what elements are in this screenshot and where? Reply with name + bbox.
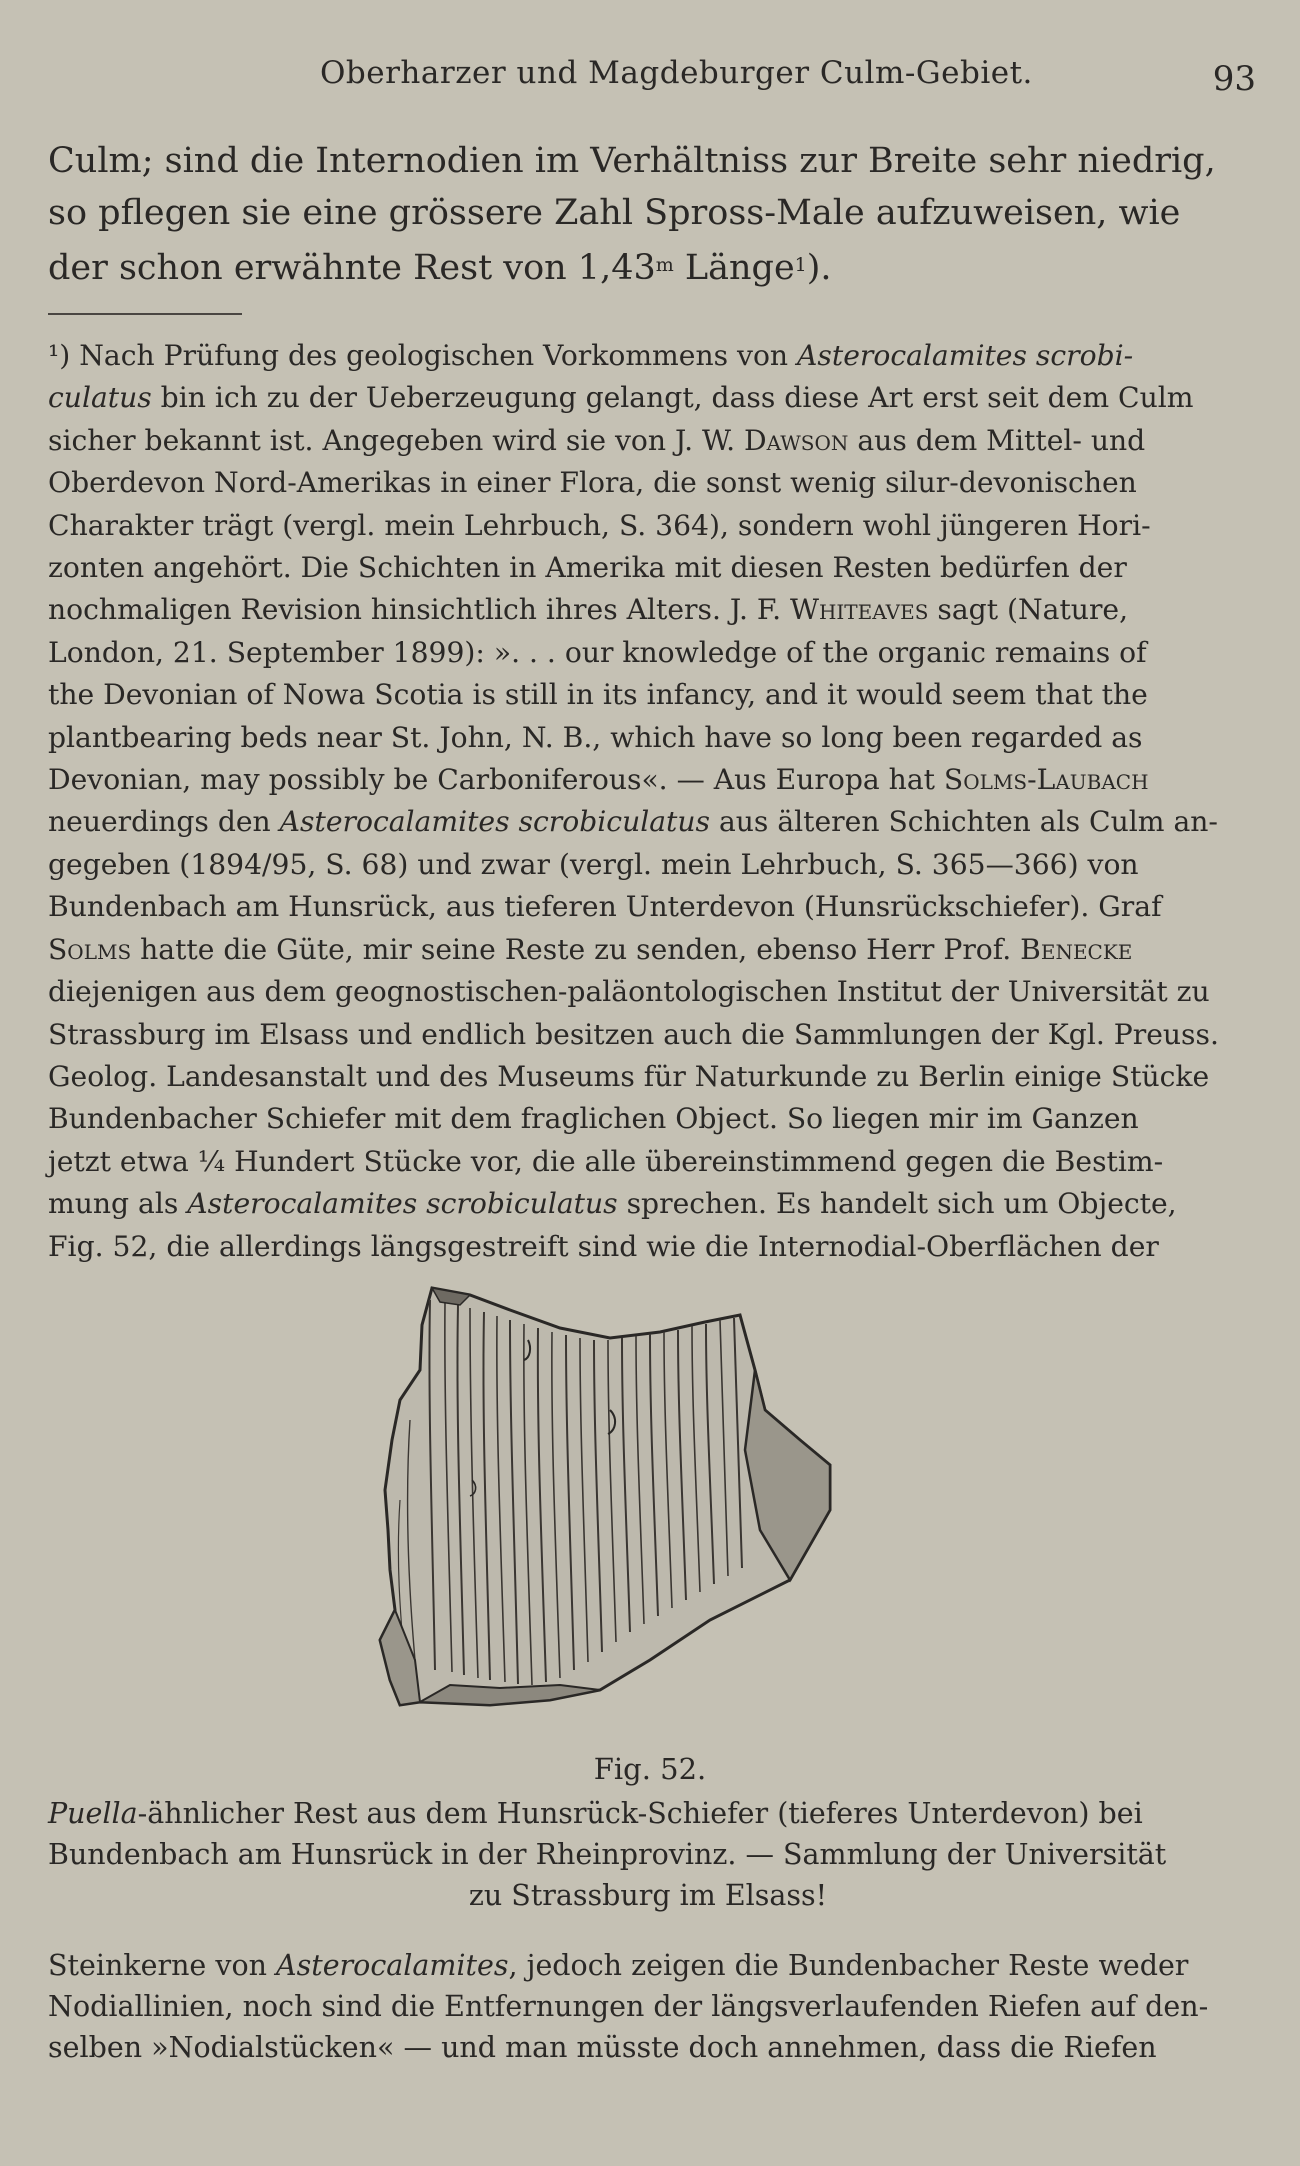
figure-label: Fig. 52. xyxy=(593,1752,707,1786)
footnote-line: Devonian, may possibly be Carboniferous«. — Aus Europa hat Solms-Laubach xyxy=(48,763,1149,797)
caption-line: Puella-ähnlicher Rest aus dem Hunsrück-Schiefer (tieferes Unterdevon) bei xyxy=(48,1797,1143,1830)
running-title: Oberharzer und Magdeburger Culm-Gebiet. xyxy=(320,55,1033,91)
footnote-line: Fig. 52, die allerdings längsgestreift sind wie die Internodial-Oberflächen der xyxy=(48,1229,1159,1263)
footnote-line: Bundenbach am Hunsrück, aus tieferen Unterdevon (Hunsrückschiefer). Graf xyxy=(48,890,1162,924)
footnote-line: Geolog. Landesanstalt und des Museums für Naturkunde zu Berlin einige Stücke xyxy=(48,1059,1210,1093)
footnote-line: Bundenbacher Schiefer mit dem fraglichen Object. So liegen mir im Ganzen xyxy=(48,1102,1139,1136)
footnote-divider xyxy=(48,313,242,315)
footnote-line: diejenigen aus dem geognostischen-paläontologischen Institut der Universität zu xyxy=(48,975,1210,1009)
caption-line: Bundenbach am Hunsrück in der Rheinprovinz. — Sammlung der Universität xyxy=(48,1838,1167,1871)
footnote-line: culatus bin ich zu der Ueberzeugung gelangt, dass diese Art erst seit dem Culm xyxy=(48,381,1194,415)
body-text-bottom xyxy=(48,1945,1260,2068)
text-line: selben »Nodialstücken« — und man müsste doch annehmen, dass die Riefen xyxy=(48,2031,1157,2064)
footnote-line: sicher bekannt ist. Angegeben wird sie von J. W. Dawson aus dem Mittel- und xyxy=(48,423,1146,457)
page-number: 93 xyxy=(1212,59,1256,99)
footnote-line: Charakter trägt (vergl. mein Lehrbuch, S. 364), sondern wohl jüngeren Hori- xyxy=(48,508,1151,542)
footnote xyxy=(48,335,1260,1268)
fossil-illustration xyxy=(360,1280,940,1735)
footnote-line: plantbearing beds near St. John, N. B., which have so long been regarded as xyxy=(48,720,1143,754)
footnote-line: neuerdings den Asterocalamites scrobiculatus aus älteren Schichten als Culm an- xyxy=(48,805,1218,839)
figure-caption xyxy=(48,1793,1248,1916)
body-text-top xyxy=(48,135,1260,294)
footnote-reference: 1 xyxy=(794,254,807,276)
footnote-line: gegeben (1894/95, S. 68) und zwar (vergl. mein Lehrbuch, S. 365—366) von xyxy=(48,847,1139,881)
page-header xyxy=(0,55,1300,105)
footnote-line: London, 21. September 1899): ». . . our knowledge of the organic remains of xyxy=(48,635,1147,669)
text-line: Nodiallinien, noch sind die Entfernungen der längsverlaufenden Riefen auf den- xyxy=(48,1990,1209,2023)
text-line: Culm; sind die Internodien im Verhältniss zur Breite sehr niedrig, xyxy=(48,141,1216,181)
footnote-line: mung als Asterocalamites scrobiculatus sprechen. Es handelt sich um Objecte, xyxy=(48,1187,1177,1221)
footnote-line: Strassburg im Elsass und endlich besitzen auch die Sammlungen der Kgl. Preuss. xyxy=(48,1017,1219,1051)
footnote-line: zonten angehört. Die Schichten in Amerika mit diesen Resten bedürfen der xyxy=(48,551,1127,585)
footnote-line: the Devonian of Nowa Scotia is still in its infancy, and it would seem that the xyxy=(48,678,1148,712)
unit-superscript: m xyxy=(655,254,674,276)
footnote-line: nochmaligen Revision hinsichtlich ihres Alters. J. F. Whiteaves sagt (Nature, xyxy=(48,593,1129,627)
caption-line: zu Strassburg im Elsass! xyxy=(468,1879,828,1912)
footnote-line: jetzt etwa ¼ Hundert Stücke vor, die alle übereinstimmend gegen die Bestim- xyxy=(48,1144,1164,1178)
text-line: der schon erwähnte Rest von 1,43$^m$ Länge$^1$). xyxy=(48,248,832,288)
footnote-line: ¹) Nach Prüfung des geologischen Vorkommens von Asterocalamites scrobi- xyxy=(48,339,1134,372)
footnote-marker: ¹) xyxy=(48,339,71,372)
text-line: so pflegen sie eine grössere Zahl Spross-Male aufzuweisen, wie xyxy=(48,193,1181,233)
footnote-line: Oberdevon Nord-Amerikas in einer Flora, die sonst wenig silur-devonischen xyxy=(48,466,1137,500)
footnote-line: Solms hatte die Güte, mir seine Reste zu senden, ebenso Herr Prof. Benecke xyxy=(48,932,1133,966)
text-line: Steinkerne von Asterocalamites, jedoch zeigen die Bundenbacher Reste weder xyxy=(48,1949,1189,1982)
